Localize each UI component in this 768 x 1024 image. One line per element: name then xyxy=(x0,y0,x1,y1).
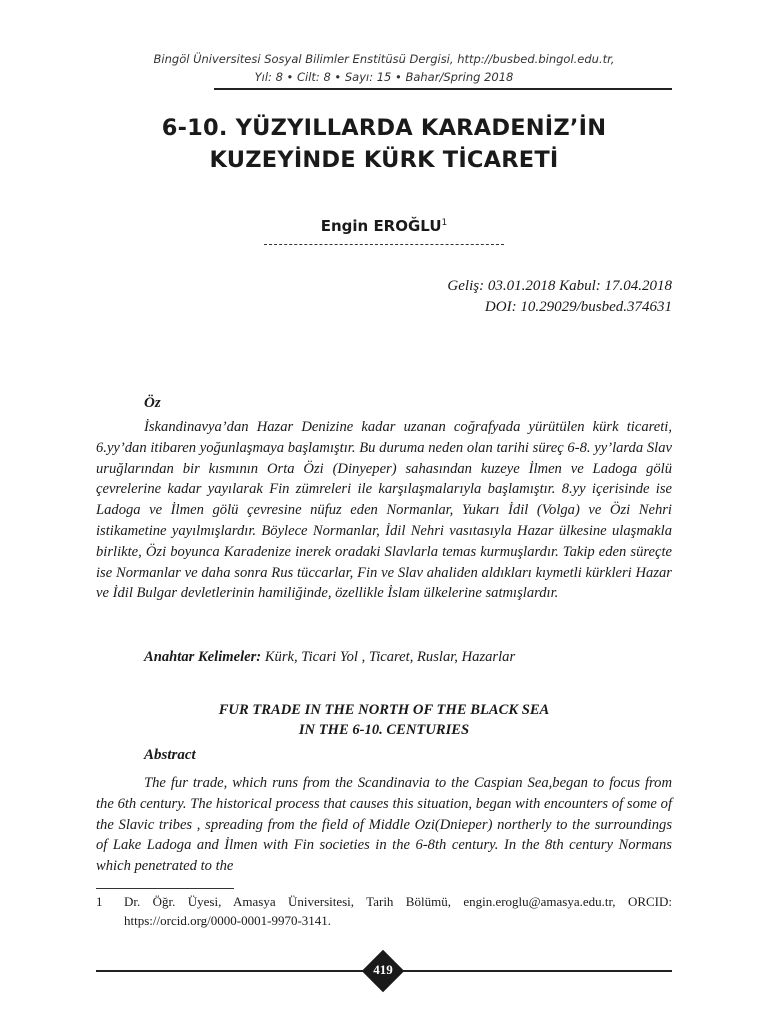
keywords-text: Kürk, Ticari Yol , Ticaret, Ruslar, Hazarlar xyxy=(261,649,516,665)
author-name: Engin EROĞLU xyxy=(320,217,442,235)
header-rule xyxy=(214,88,672,90)
author-line xyxy=(96,212,672,237)
abstract-paragraph: The fur trade, which runs from the Scandinavia to the Caspian Sea,began to focus from the 6th century. The historical process that causes this situation, began with encounters of some of the Slavic tribes , spreading from the field of Middle Ozi(Dnieper) northerly to the surroundings of Lake Ladoga and İlmen with Fin societies in the 6-8th century. In the 8th century Normans which penetrated to the xyxy=(96,775,672,875)
keywords-label: Anahtar Kelimeler: xyxy=(144,649,262,665)
footnote-number: 1 xyxy=(96,894,103,909)
article-title xyxy=(96,112,672,176)
article-title-line-1: 6-10. YÜZYILLARDA KARADENİZ’İN xyxy=(161,115,607,141)
keywords-line xyxy=(144,647,672,667)
submission-dates xyxy=(96,276,672,318)
footnote-text: Dr. Öğr. Üyesi, Amasya Üniversitesi, Tarih Bölümü, engin.eroglu@amasya.edu.tr, ORCID: https://orcid.org/0000-0001-9970-3141. xyxy=(124,894,672,928)
english-title-line-2: IN THE 6-10. CENTURIES xyxy=(298,722,470,738)
page-number: 419 xyxy=(373,962,393,977)
author-footnote-mark[interactable]: 1 xyxy=(441,218,448,228)
footnote-rule xyxy=(96,888,234,889)
english-title xyxy=(96,700,672,740)
received-accepted-dates: Geliş: 03.01.2018 Kabul: 17.04.2018 xyxy=(447,278,672,294)
journal-header-line-2: Yıl: 8 • Cilt: 8 • Sayı: 15 • Bahar/Spring 2018 xyxy=(254,70,514,84)
footnote xyxy=(96,893,672,930)
page-number-badge xyxy=(362,950,404,992)
author-dashed-rule xyxy=(264,244,504,245)
oz-heading: Öz xyxy=(144,395,161,411)
doi[interactable]: DOI: 10.29029/busbed.374631 xyxy=(484,299,672,315)
abstract-heading: Abstract xyxy=(144,747,196,763)
journal-header-line-1: Bingöl Üniversitesi Sosyal Bilimler Enstitüsü Dergisi, http://busbed.bingol.edu.tr, xyxy=(153,52,615,66)
journal-header xyxy=(96,50,672,86)
english-title-line-1: FUR TRADE IN THE NORTH OF THE BLACK SEA xyxy=(218,702,550,718)
article-title-line-2: KUZEYİNDE KÜRK TİCARETİ xyxy=(209,147,559,173)
oz-paragraph: İskandinavya’dan Hazar Denizine kadar uzanan coğrafyada yürütülen kürk ticareti, 6.yy’dan itibaren yoğunlaşmaya başlamıştır. Bu duruma neden olan tarihi süreç 6-8. yy’larda Slav uruğlarından bir kısmının Orta Özi (Dinyeper) sahasından kuzeye İlmen ve Ladoga gölü çevrelerine kadar yayılarak Fin zümreleri ile karşılaşmalarıyla başlamıştır. 8.yy içerisinde ise Ladoga ve İlmen gölü çevresine nüfuz eden Normanlar, Yukarı İdil (Volga) ve Özi Nehri istikametine yayılmışlardır. Böylece Normanlar, İdil Nehri vasıtasıyla Hazar ülkesine ulaşmakla birlikte, Özi boyunca Karadenize inerek oradaki Slavlarla temas kurmuşlardır. Takip eden süreçte ise Normanlar ve daha sonra Rus tüccarlar, Fin ve Slav ahaliden aldıkları kıymetli kürkleri Hazar ve İdil Bulgar devletlerinin hamiliğinde, özellikle İslam ülkelerine satmışlardır. xyxy=(96,419,672,602)
